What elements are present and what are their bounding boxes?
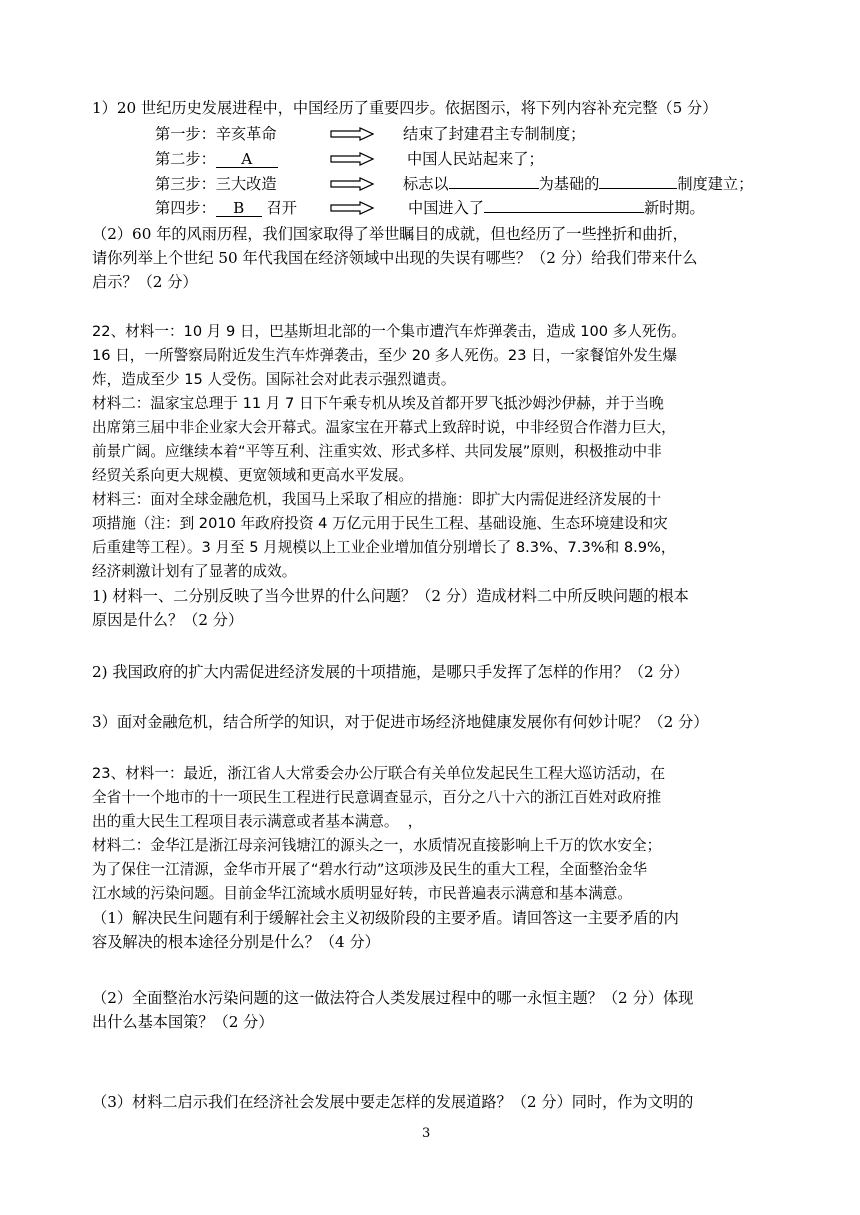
q23-material-line: 全省十一个地市的十一项民生工程进行民意调查显示，百分之八十六的浙江百姓对政府推 — [92, 789, 662, 806]
q22-material-line: 16 日，一所警察局附近发生汽车炸弹袭击，至少 20 多人死伤。23 日，一家餐馆外发生爆 — [92, 347, 678, 364]
q22-material-line: 出席第三届中非企业家大会开幕式。温家宝在开幕式上致辞时说，中非经贸合作潜力巨大， — [92, 419, 676, 436]
q22-material-line: 经济刺激计划有了显著的成效。 — [92, 563, 297, 580]
blank-line — [599, 188, 677, 189]
q21-part2-line: （2）60 年的风雨历程，我们国家取得了举世瞩目的成就，但也经历了一些挫折和曲折， — [92, 225, 688, 243]
q21-part2-line: 启示？（2 分） — [92, 273, 198, 291]
step-3-label: 第三步：三大改造 — [155, 175, 277, 193]
step-4-label: 第四步： B 召开 — [155, 199, 297, 217]
q22-question: 3）面对金融危机，结合所学的知识，对于促进市场经济地健康发展你有何妙计呢？（2 分） — [92, 713, 709, 731]
step-2-label: 第二步： A — [155, 149, 278, 169]
q23-material-line: 江水域的污染问题。目前金华江流域水质明显好转，市民普遍表示满意和基本满意。 — [92, 885, 632, 902]
step-1-label: 第一步：辛亥革命 — [155, 125, 277, 143]
blank-line — [449, 188, 539, 189]
right-arrow-icon — [330, 177, 374, 191]
q21-intro: 1）20 世纪历史发展进程中，中国经历了重要四步。依据图示，将下列内容补充完整（5 分） — [92, 99, 718, 117]
blank-line — [484, 212, 644, 213]
q23-question: （2）全面整治水污染问题的这一做法符合人类发展过程中的哪一永恒主题？（2 分）体现 — [92, 989, 694, 1007]
right-arrow-icon — [330, 127, 374, 141]
q21-part2-line: 请你列举上个世纪 50 年代我国在经济领域中出现的失误有哪些？（2 分）给我们带来什么 — [92, 249, 698, 267]
right-arrow-icon — [330, 201, 374, 215]
q23-material-line: 出的重大民生工程项目表示满意或者基本满意。 ， — [92, 813, 423, 830]
q22-question: 2) 我国政府的扩大内需促进经济发展的十项措施，是哪只手发挥了怎样的作用？（2 分） — [92, 663, 689, 681]
blank-b: B — [216, 200, 262, 217]
q22-material-line: 后重建等工程）。3 月至 5 月规模以上工业企业增加值分别增长了 8.3%、7.3%和 8.9%， — [92, 539, 676, 556]
q22-material-line: 材料二：温家宝总理于 11 月 7 日下午乘专机从埃及首都开罗飞抵沙姆沙伊赫，并于当晚 — [92, 395, 664, 412]
q22-material-line: 材料三：面对全球金融危机，我国马上采取了相应的措施：即扩大内需促进经济发展的十 — [92, 491, 662, 508]
page-number: 3 — [422, 1126, 431, 1141]
q22-material-line: 前景广阔。应继续本着“平等互利、注重实效、形式多样、共同发展”原则，积极推动中非 — [92, 443, 662, 460]
step-3-result: 标志以 为基础的 制度建立； — [403, 175, 754, 193]
q22-material-line: 经贸关系向更大规模、更宽领域和更高水平发展。 — [92, 467, 414, 484]
right-arrow-icon — [330, 152, 374, 166]
q22-question: 原因是什么？（2 分） — [92, 611, 244, 629]
q23-question: 容及解决的根本途径分别是什么？（4 分） — [92, 933, 380, 951]
q22-material-line: 炸，造成至少 15 人受伤。国际社会对此表示强烈谴责。 — [92, 371, 456, 388]
q22-material-line: 22、材料一：10 月 9 日，巴基斯坦北部的一个集市遭汽车炸弹袭击，造成 100 多人死伤。 — [92, 323, 686, 340]
q22-material-line: 项措施（注：到 2010 年政府投资 4 万亿元用于民生工程、基础设施、生态环境建设和灾 — [92, 515, 668, 532]
q23-question: （3）材料二启示我们在经济社会发展中要走怎样的发展道路？（2 分）同时，作为文明的 — [92, 1093, 694, 1111]
blank-a: A — [216, 151, 278, 168]
q23-question: （1）解决民生问题有利于缓解社会主义初级阶段的主要矛盾。请回答这一主要矛盾的内 — [92, 909, 679, 927]
step-4-result: 中国进入了 新时期。 — [408, 199, 705, 217]
step-2-result: 中国人民站起来了； — [407, 150, 544, 168]
q23-question: 出什么基本国策？（2 分） — [92, 1013, 274, 1031]
step-1-result: 结束了封建君主专制制度； — [403, 125, 586, 143]
q23-material-line: 为了保住一江清源，金华市开展了“碧水行动”这项涉及民生的重大工程，全面整治金华 — [92, 861, 648, 878]
q23-material-line: 材料二：金华江是浙江母亲河钱塘江的源头之一，水质情况直接影响上千万的饮水安全； — [92, 837, 662, 854]
q23-material-line: 23、材料一：最近，浙江省人大常委会办公厅联合有关单位发起民生工程大巡访活动，在 — [92, 765, 666, 782]
q22-question: 1) 材料一、二分别反映了当今世界的什么问题？（2 分）造成材料二中所反映问题的根本 — [92, 587, 689, 605]
